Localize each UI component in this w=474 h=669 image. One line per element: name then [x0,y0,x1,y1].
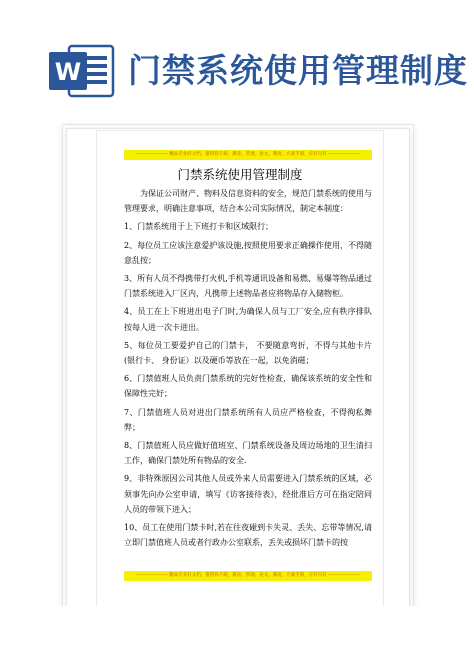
paragraph-9: 9、非特殊原因公司其他人员或外来人员需要进入门禁系统的区域，必须事先向办公室申请，填写《访客接待表》，经批准后方可在指定陪同人员的带领下进入； [124,474,372,514]
banner-top: ——————— 精品专业好文档，值得你下载，教育，管理，论文，制度，方案手册，应有尽有 ——————— [124,150,372,160]
document-body [124,186,372,553]
banner-bottom: ——————— 精品专业好文档，值得你下载，教育，管理，论文，制度，方案手册，应有尽有 ——————— [124,571,372,581]
paragraph-1: 1、门禁系统用于上下班打卡和区域限行； [124,222,274,232]
page-title: 门禁系统使用管理制度 [128,51,468,90]
paragraph-8: 8、门禁值班人员应做好值班室、门禁系统设备及周边场地的卫生清扫工作，确保门禁处所有物品的安全. [124,441,372,466]
word-icon [47,42,117,100]
document-title: 门禁系统使用管理制度 [177,167,303,182]
header [0,0,474,130]
paragraph-5: 5、每位员工要爱护自己的门禁卡， 不要随意弯折，不得与其他卡片(银行卡、 身份证）以及硬币等放在一起，以免消磁； [124,340,372,366]
paragraph-6: 6、门禁值班人员负责门禁系统的完好性检查，确保该系统的安全性和保障性完好； [124,374,372,399]
paragraph-3: 3、所有人员不得携带打火机,手机等通讯设备和易燃、易爆等物品通过门禁系统进入厂区内，凡携带上述物品者应将物品存入储物柜。 [124,274,372,299]
paragraph-intro: 为保证公司财产、物料及信息资料的安全，规范门禁系统的使用与管理要求，明确注意事项，结合本公司实际情况，制定本制度： [124,189,372,214]
paragraph-10: 10、员工在使用门禁卡时,若在往夜碰到卡失灵、丢失、忘带等情况,请立即门禁值班人员或者行政办公室联系，丢失或损坏门禁卡的按 [124,523,372,548]
bottom-whitespace [0,606,474,669]
paragraph-2: 2、每位员工应该注意爱护该设施,按照使用要求正确操作使用，不得随意乱按； [124,240,372,265]
paragraph-4: 4、员工在上下班进出电子门时,为确保人员与工厂安全,应有秩序排队按每人进一次卡进出。 [124,307,372,332]
word-icon-letter: W [54,58,82,86]
paragraph-7: 7、门禁值班人员对进出门禁系统所有人员应严格检查，不得徇私舞弊； [124,407,372,432]
